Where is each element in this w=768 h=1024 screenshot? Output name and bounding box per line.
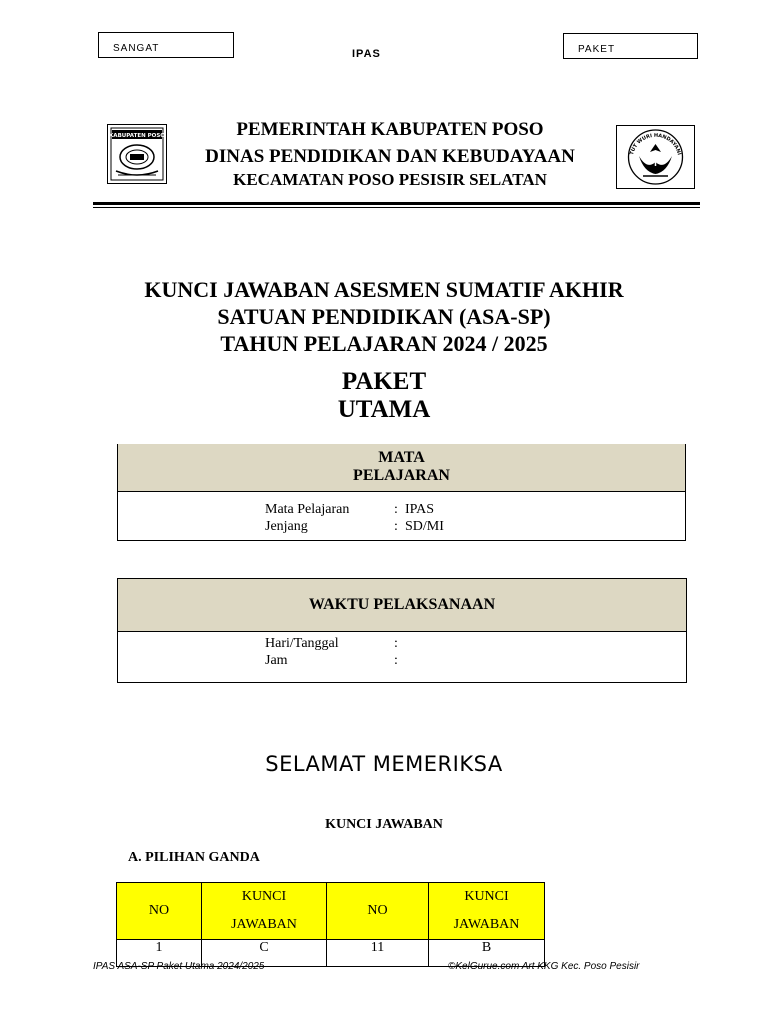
header-kunci-2 [429,883,545,940]
row-answer-1: C [202,940,327,967]
waktu-panel [117,578,687,683]
section-a-heading: A. PILIHAN GANDA [128,850,260,865]
jenjang-row-colon: : [394,519,398,534]
logo-motto: TUT WURI HANDAYANI [629,132,682,156]
jam-colon: : [394,653,398,668]
top-right-label: PAKET [578,44,616,55]
mapel-panel [117,444,686,541]
row-no-2: 11 [327,940,429,967]
paket-line-2: UTAMA [337,396,431,423]
header-kunci-1 [202,883,327,940]
logo-text: KABUPATEN POSO [109,133,165,139]
header-kunci-2-line-1: KUNCI [464,889,509,904]
jam-key: Jam [265,653,288,668]
header-line-2: DINAS PENDIDIKAN DAN KEBUDAYAAN [205,146,575,167]
header-line-3: KECAMATAN POSO PESISIR SELATAN [233,170,547,189]
header-kunci-1-line-1: KUNCI [241,889,287,904]
paket-line-1: PAKET [341,368,427,395]
jenjang-row-value: SD/MI [405,519,444,534]
footer-right: ©KelGurue.com Art KKG Kec. Poso Pesisir [448,961,640,969]
hari-tanggal-key: Hari/Tanggal [265,636,339,651]
top-center-label: IPAS [352,48,381,58]
top-left-label: SANGAT [113,43,160,54]
top-left-box [98,32,234,58]
header-rule-thick [93,202,700,205]
answer-table-header [117,883,545,940]
answer-table [116,882,545,967]
mapel-row-colon: : [394,502,398,517]
top-right-box [563,33,698,59]
greeting-text: SELAMAT MEMERIKSA [265,752,503,776]
row-answer-2: B [429,940,545,967]
header-line-1: PEMERINTAH KABUPATEN POSO [236,119,544,140]
header-rule-thin [93,207,700,208]
footer-left: IPAS ASA-SP Paket Utama 2024/2025 [93,961,265,969]
title-line-3: TAHUN PELAJARAN 2024 / 2025 [220,331,548,356]
title-line-1: KUNCI JAWABAN ASESMEN SUMATIF AKHIR [144,277,624,302]
kunci-jawaban-heading: KUNCI JAWABAN [325,817,443,832]
mapel-panel-head [118,444,685,492]
header-no-1: NO [117,883,202,940]
mapel-head-line-2: PELAJARAN [353,467,450,484]
header-kunci-2-line-2: JAWABAN [453,917,520,932]
header-kunci-1-line-2: JAWABAN [231,917,297,932]
row-no-1: 1 [117,940,202,967]
mapel-head-line-1: MATA [378,449,425,466]
header-no-2: NO [327,883,429,940]
mapel-row-value: IPAS [405,502,435,517]
mapel-row-key: Mata Pelajaran [265,502,350,517]
jenjang-row-key: Jenjang [265,519,308,534]
hari-tanggal-colon: : [394,636,398,651]
title-line-2: SATUAN PENDIDIKAN (ASA-SP) [217,304,551,329]
page-bottom-mask [0,967,768,1024]
waktu-panel-head: WAKTU PELAKSANAAN [118,579,686,632]
